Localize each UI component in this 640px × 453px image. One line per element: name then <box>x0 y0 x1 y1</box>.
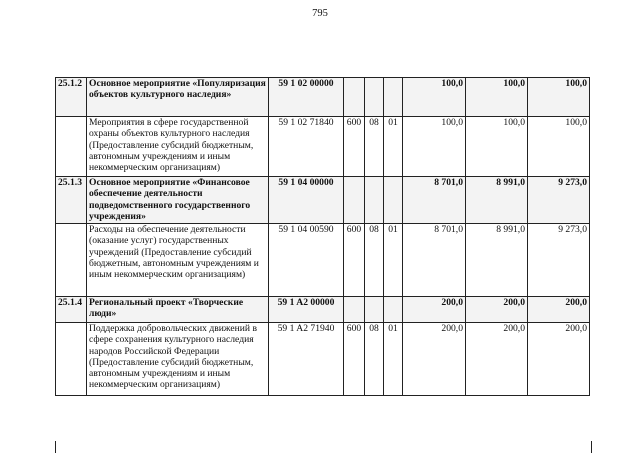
expense-type-code <box>344 177 365 224</box>
expense-type-code: 600 <box>344 117 365 177</box>
target-article-code: 59 1 02 00000 <box>269 78 344 117</box>
target-article-code: 59 1 04 00590 <box>269 224 344 297</box>
target-article-code: 59 1 A2 00000 <box>269 297 344 323</box>
subsection-code <box>384 297 403 323</box>
row-name: Основное мероприятие «Финансовое обеспечение деятельности подведомственного государственного учреждения» <box>87 177 269 224</box>
expense-type-code: 600 <box>344 224 365 297</box>
table-row <box>56 78 590 117</box>
amount-year-3: 100,0 <box>528 117 590 177</box>
amount-year-1: 8 701,0 <box>403 224 466 297</box>
amount-year-1: 100,0 <box>403 78 466 117</box>
row-number: 25.1.2 <box>56 78 87 117</box>
table-row <box>56 224 590 297</box>
budget-table <box>55 77 590 396</box>
amount-year-3: 200,0 <box>528 323 590 396</box>
row-name: Региональный проект «Творческие люди» <box>87 297 269 323</box>
table-continuation <box>55 441 592 453</box>
subsection-code <box>384 78 403 117</box>
amount-year-2: 100,0 <box>466 78 528 117</box>
subsection-code: 01 <box>384 224 403 297</box>
amount-year-3: 9 273,0 <box>528 224 590 297</box>
amount-year-1: 200,0 <box>403 297 466 323</box>
section-code <box>365 177 384 224</box>
row-number: 25.1.3 <box>56 177 87 224</box>
target-article-code: 59 1 A2 71940 <box>269 323 344 396</box>
amount-year-1: 100,0 <box>403 117 466 177</box>
table-row <box>56 323 590 396</box>
expense-type-code: 600 <box>344 323 365 396</box>
row-number <box>56 117 87 177</box>
section-code <box>365 297 384 323</box>
subsection-code: 01 <box>384 117 403 177</box>
row-number <box>56 224 87 297</box>
amount-year-1: 8 701,0 <box>403 177 466 224</box>
expense-type-code <box>344 297 365 323</box>
table-row <box>56 117 590 177</box>
amount-year-2: 200,0 <box>466 323 528 396</box>
row-name: Мероприятия в сфере государственной охраны объектов культурного наследия (Предоставление субсидий бюджетным, автономным учреждениям и иным некоммерческим организациям) <box>87 117 269 177</box>
section-code: 08 <box>365 224 384 297</box>
amount-year-3: 200,0 <box>528 297 590 323</box>
amount-year-2: 100,0 <box>466 117 528 177</box>
amount-year-2: 8 991,0 <box>466 177 528 224</box>
subsection-code: 01 <box>384 323 403 396</box>
row-name: Расходы на обеспечение деятельности (оказание услуг) государственных учреждений (Предоставление субсидий бюджетным, автономным учреждениям и иным некоммерческим организациям) <box>87 224 269 297</box>
amount-year-2: 8 991,0 <box>466 224 528 297</box>
target-article-code: 59 1 04 00000 <box>269 177 344 224</box>
amount-year-3: 100,0 <box>528 78 590 117</box>
amount-year-3: 9 273,0 <box>528 177 590 224</box>
table-row <box>56 177 590 224</box>
amount-year-1: 200,0 <box>403 323 466 396</box>
row-name: Основное мероприятие «Популяризация объектов культурного наследия» <box>87 78 269 117</box>
expense-type-code <box>344 78 365 117</box>
page-number: 795 <box>312 8 328 19</box>
row-name: Поддержка добровольческих движений в сфере сохранения культурного наследия народов Российской Федерации (Предоставление субсидий бюджетным, автономным учреждениям и иным некоммерческим организациям) <box>87 323 269 396</box>
section-code <box>365 78 384 117</box>
target-article-code: 59 1 02 71840 <box>269 117 344 177</box>
row-number <box>56 323 87 396</box>
subsection-code <box>384 177 403 224</box>
section-code: 08 <box>365 117 384 177</box>
table-row <box>56 297 590 323</box>
section-code: 08 <box>365 323 384 396</box>
row-number: 25.1.4 <box>56 297 87 323</box>
amount-year-2: 200,0 <box>466 297 528 323</box>
